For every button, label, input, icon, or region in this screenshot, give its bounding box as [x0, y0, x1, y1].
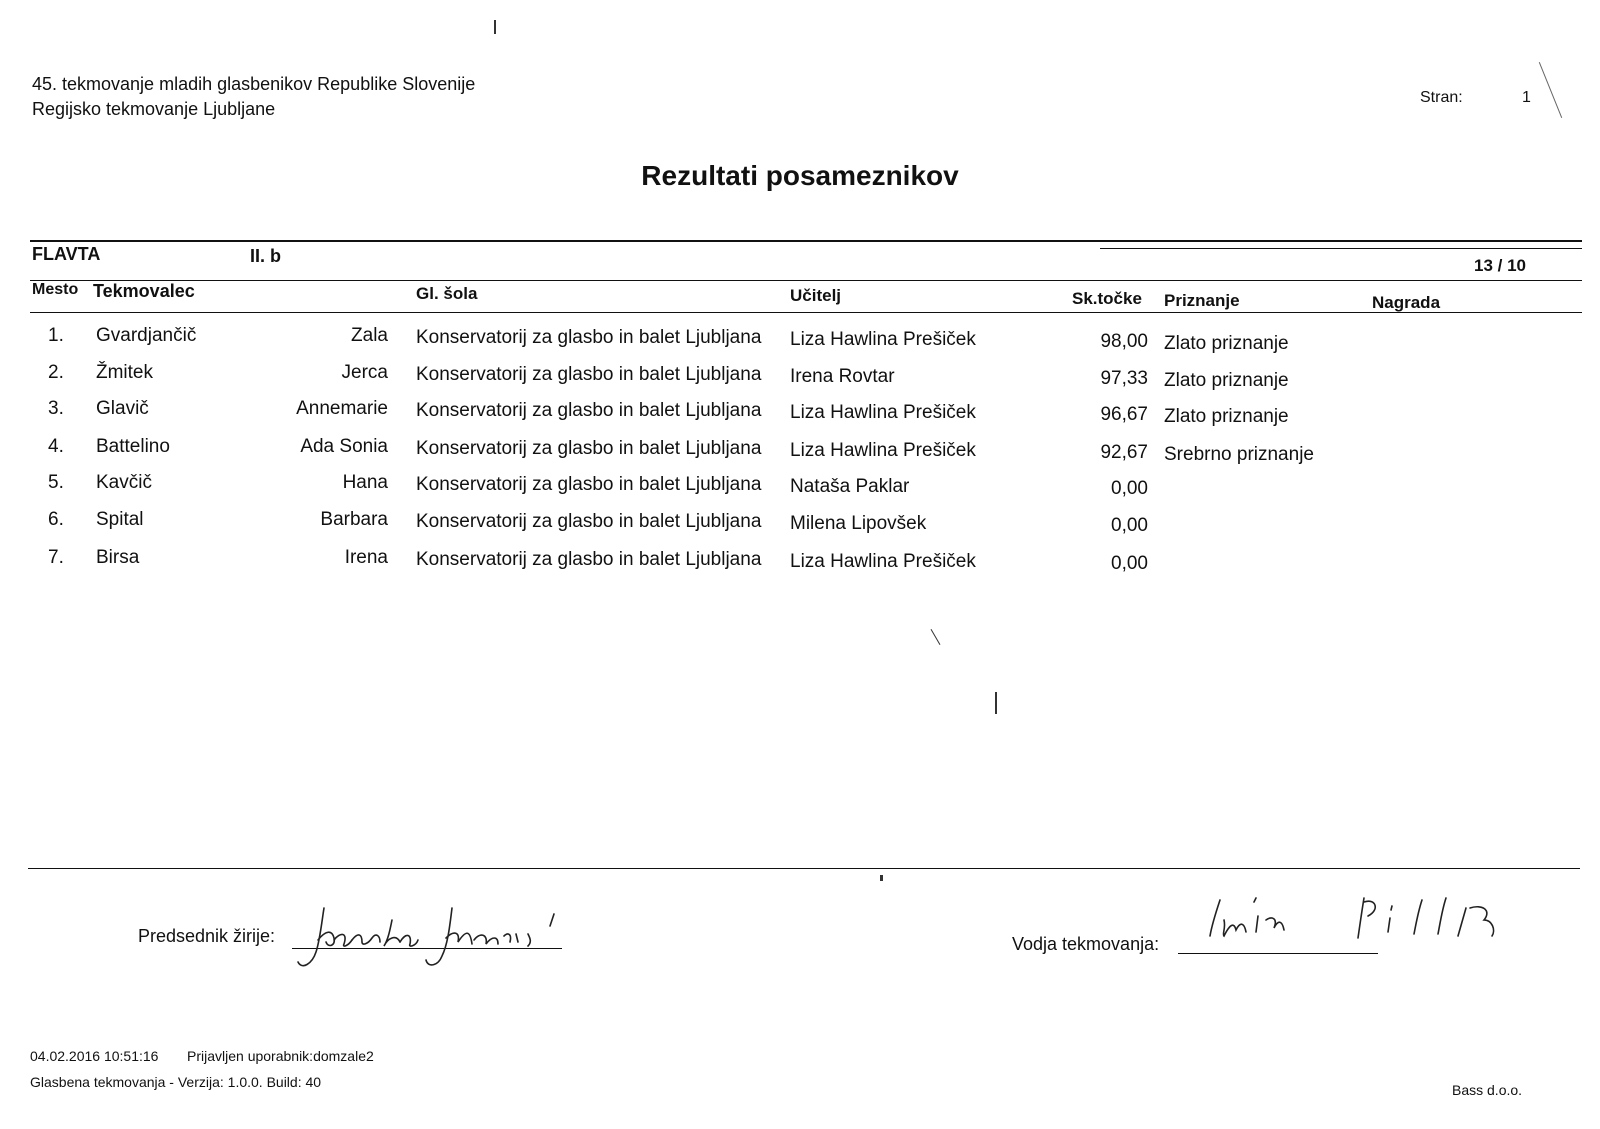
divider-header-bottom — [30, 312, 1582, 313]
cell-first-name: Annemarie — [296, 398, 388, 419]
page-label: Stran: — [1420, 89, 1463, 106]
cell-points: 0,00 — [1111, 478, 1148, 499]
cell-teacher: Liza Hawlina Prešiček — [790, 551, 976, 572]
cell-surname: Spital — [96, 509, 144, 530]
divider-short — [1100, 248, 1582, 249]
leader-label: Vodja tekmovanja: — [1012, 934, 1160, 954]
cell-surname: Žmitek — [96, 362, 153, 383]
col-header-competitor: Tekmovalec — [93, 281, 195, 301]
cell-teacher: Milena Lipovšek — [790, 513, 927, 534]
header-line-1: 45. tekmovanje mladih glasbenikov Republike Slovenije — [32, 74, 476, 94]
cell-points: 92,67 — [1100, 442, 1148, 463]
category-group: II. b — [250, 246, 281, 266]
divider-header-top — [30, 280, 1582, 281]
scan-speck — [995, 692, 997, 714]
cell-first-name: Irena — [344, 547, 388, 568]
cell-first-name: Ada Sonia — [300, 436, 388, 457]
leader-signature — [1200, 880, 1510, 960]
cell-school: Konservatorij za glasbo in balet Ljubljana — [416, 327, 762, 348]
cell-place: 4. — [48, 436, 64, 457]
cell-recognition: Srebrno priznanje — [1164, 444, 1314, 465]
cell-surname: Gvardjančič — [96, 325, 197, 346]
footer-timestamp: 04.02.2016 10:51:16 — [30, 1048, 159, 1064]
cell-points: 98,00 — [1100, 331, 1148, 352]
cell-recognition: Zlato priznanje — [1164, 370, 1289, 391]
cell-place: 1. — [48, 325, 64, 346]
footer-company: Bass d.o.o. — [1452, 1082, 1523, 1098]
cell-school: Konservatorij za glasbo in balet Ljubljana — [416, 474, 762, 495]
header-line-2: Regijsko tekmovanje Ljubljane — [32, 99, 276, 119]
footer-user: Prijavljen uporabnik:domzale2 — [187, 1048, 374, 1064]
cell-school: Konservatorij za glasbo in balet Ljubljana — [416, 511, 762, 532]
page-title: Rezultati posameznikov — [641, 160, 959, 191]
page-number: 1 — [1522, 89, 1531, 106]
cell-surname: Glavič — [96, 398, 149, 419]
cell-teacher: Liza Hawlina Prešiček — [790, 440, 976, 461]
col-header-teacher: Učitelj — [790, 286, 842, 305]
cell-place: 7. — [48, 547, 64, 568]
cell-school: Konservatorij za glasbo in balet Ljubljana — [416, 364, 762, 385]
president-signature — [292, 900, 582, 980]
category-instrument: FLAVTA — [32, 244, 101, 264]
scan-speck — [931, 629, 941, 645]
col-header-points: Sk.točke — [1072, 289, 1142, 308]
scan-speck — [494, 20, 496, 34]
cell-surname: Birsa — [96, 547, 140, 568]
cell-school: Konservatorij za glasbo in balet Ljubljana — [416, 438, 762, 459]
scan-speck — [880, 875, 883, 881]
scan-speck — [1539, 62, 1562, 118]
cell-teacher: Liza Hawlina Prešiček — [790, 329, 976, 350]
col-header-place: Mesto — [32, 281, 79, 298]
president-label: Predsednik žirije: — [138, 926, 276, 946]
cell-surname: Battelino — [96, 436, 170, 457]
cell-school: Konservatorij za glasbo in balet Ljubljana — [416, 549, 762, 570]
cell-place: 3. — [48, 398, 64, 419]
col-header-recognition: Priznanje — [1164, 291, 1240, 310]
cell-first-name: Jerca — [341, 362, 388, 383]
cell-school: Konservatorij za glasbo in balet Ljubljana — [416, 400, 762, 421]
cell-first-name: Zala — [351, 325, 388, 346]
divider-top — [30, 240, 1582, 242]
col-header-school: Gl. šola — [416, 284, 478, 303]
cell-surname: Kavčič — [96, 472, 152, 493]
cell-teacher: Irena Rovtar — [790, 366, 895, 387]
cell-place: 6. — [48, 509, 64, 530]
category-count: 13 / 10 — [1474, 256, 1526, 275]
cell-recognition: Zlato priznanje — [1164, 406, 1289, 427]
footer-version: Glasbena tekmovanja - Verzija: 1.0.0. Build: 40 — [30, 1074, 322, 1090]
cell-recognition: Zlato priznanje — [1164, 333, 1289, 354]
cell-first-name: Hana — [342, 472, 388, 493]
cell-points: 0,00 — [1111, 553, 1148, 574]
cell-points: 97,33 — [1100, 368, 1148, 389]
col-header-award: Nagrada — [1372, 293, 1441, 312]
cell-teacher: Nataša Paklar — [790, 476, 910, 497]
cell-place: 5. — [48, 472, 64, 493]
cell-teacher: Liza Hawlina Prešiček — [790, 402, 976, 423]
cell-place: 2. — [48, 362, 64, 383]
cell-points: 0,00 — [1111, 515, 1148, 536]
divider-bottom — [28, 868, 1580, 869]
cell-first-name: Barbara — [320, 509, 388, 530]
cell-points: 96,67 — [1100, 404, 1148, 425]
